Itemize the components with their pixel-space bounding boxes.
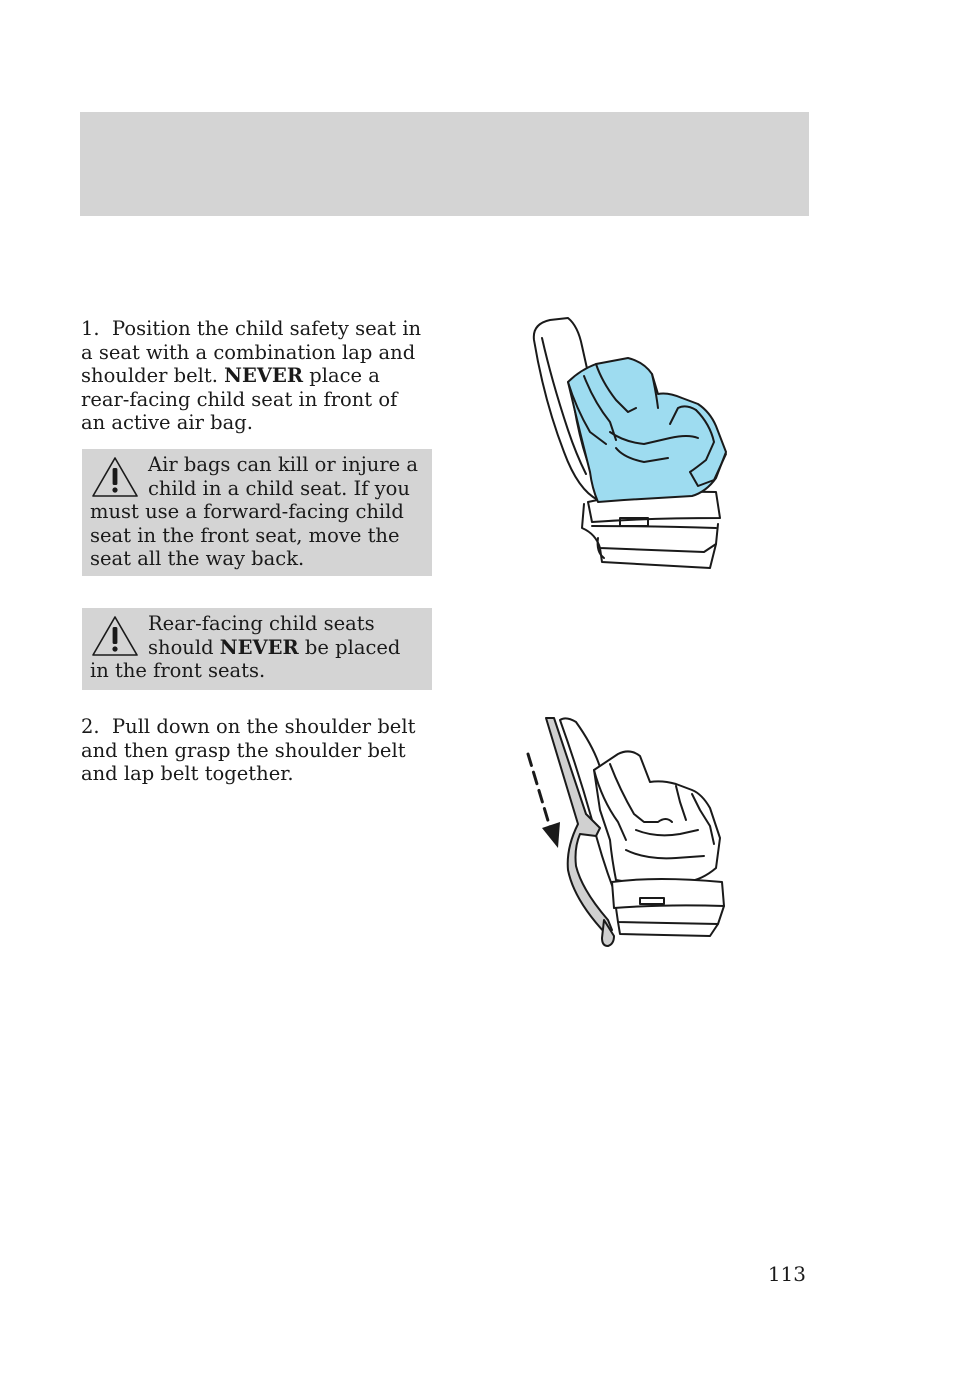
warning-triangle-icon [90,455,140,499]
warning-2-text-before: Rear-facing child seats should [148,612,375,659]
step-1-number: 1. [81,317,100,340]
step-2-text: Pull down on the shoulder belt and then grasp the shoulder belt and lap belt together. [81,715,416,786]
step-1-text-before: Position the child safety seat in a seat with a combination lap and shoulder belt. [81,317,422,388]
warning-box-rear-facing [82,608,432,690]
step-1-emphasis: NEVER [224,364,304,388]
warning-2-emphasis: NEVER [219,635,299,659]
page-number: 113 [767,1262,806,1286]
child-seat-in-vehicle-illustration [520,312,740,578]
chapter-header-band [80,112,809,216]
pull-shoulder-belt-illustration [516,710,742,959]
step-1-instruction [81,317,426,435]
step-2-number: 2. [81,715,100,738]
warning-2-text-after: be placed in the front seats. [90,635,401,683]
step-1-text-after: place a rear-facing child seat in front of an active air bag. [81,364,398,435]
warning-triangle-icon [90,614,140,658]
warning-box-air-bag [82,449,432,576]
warning-1-text: Air bags can kill or injure a child in a child seat. If you must use a forward-facing child seat in the front seat, move the seat all the way back. [90,453,419,571]
step-2-instruction [81,715,426,786]
